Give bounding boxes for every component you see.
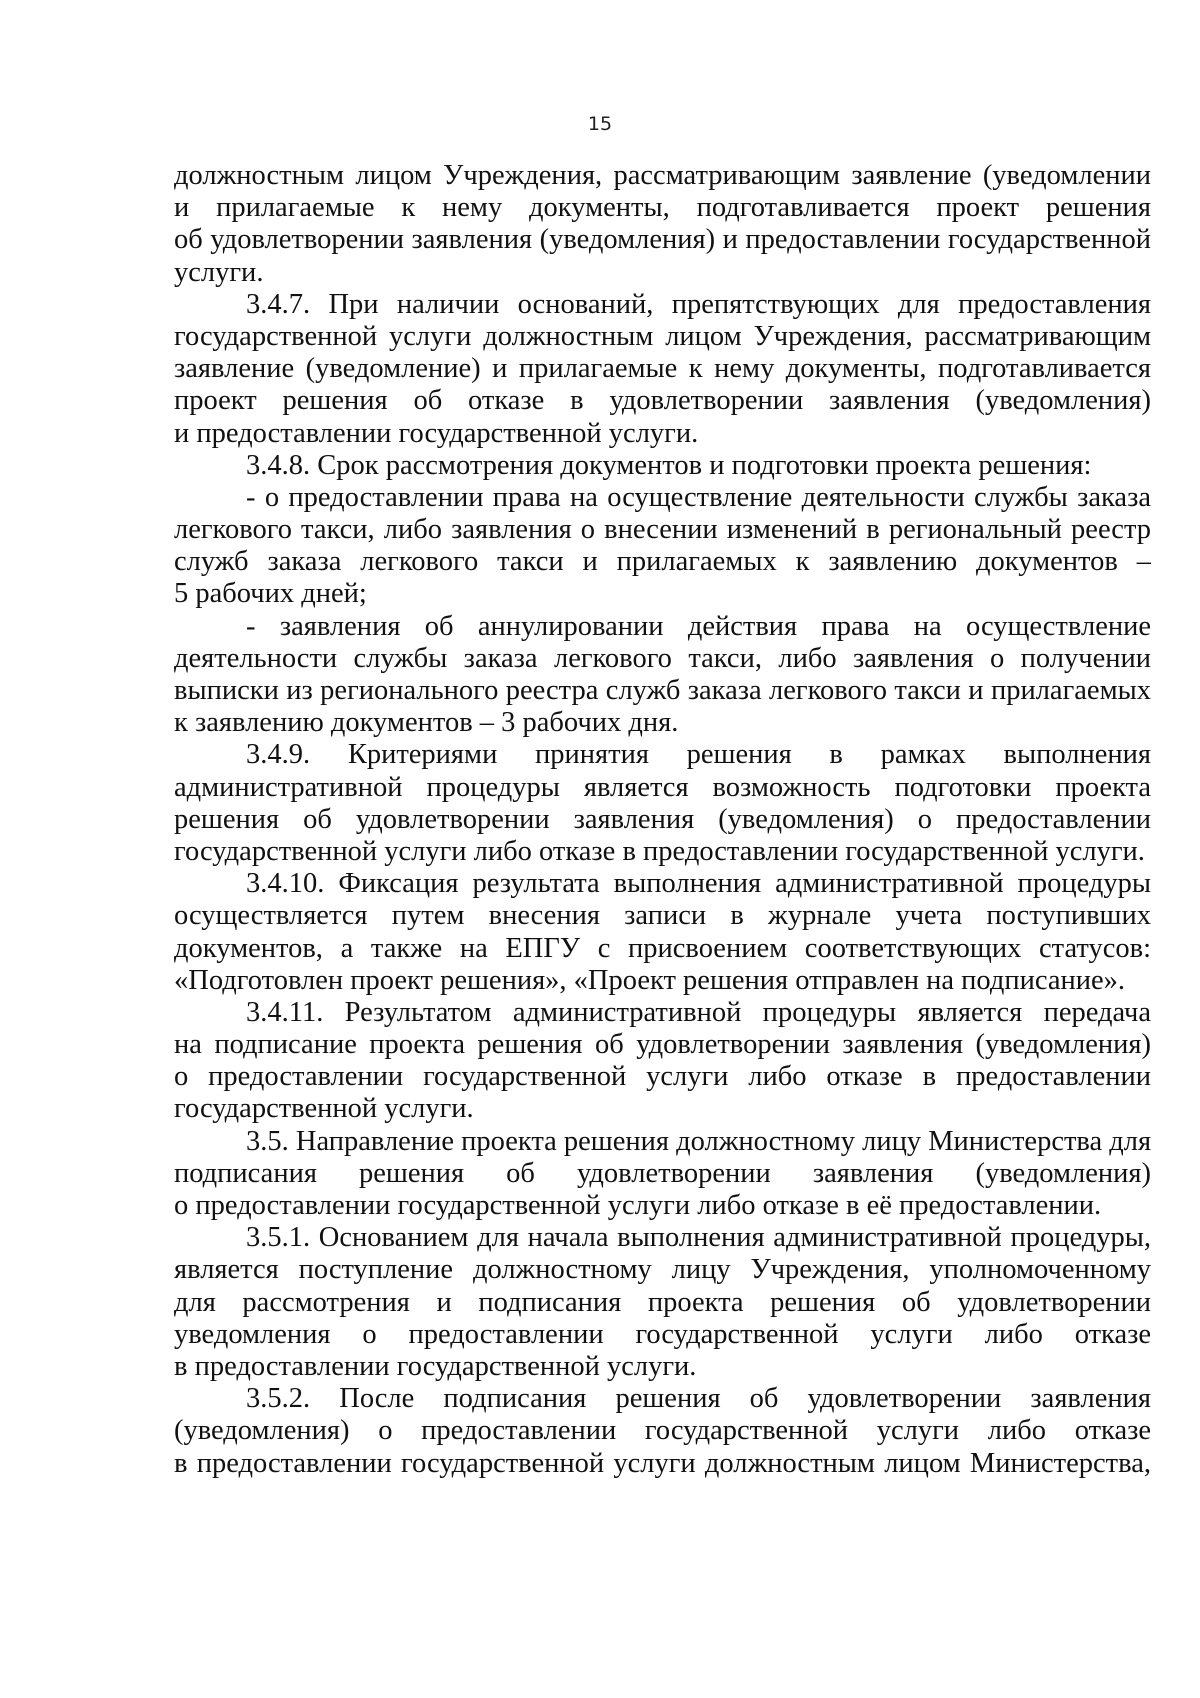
text-line: государственной услуги либо отказе в предоставлении государственной услуги. xyxy=(174,835,1145,867)
text-line: для рассмотрения и подписания проекта решения об удовлетворении xyxy=(174,1286,1151,1318)
text-line: 5 рабочих дней; xyxy=(174,578,367,610)
text-line: заявление (уведомление) и прилагаемые к нему документы, подготавливается xyxy=(174,353,1151,385)
text-line: уведомления о предоставлении государственной услуги либо отказе xyxy=(174,1318,1151,1350)
text-line: (уведомления) о предоставлении государственной услуги либо отказе xyxy=(174,1415,1151,1447)
text-line: 3.4.9. Критериями принятия решения в рамках выполнения xyxy=(246,739,1151,771)
text-line: - заявления об аннулировании действия права на осуществление xyxy=(246,610,1151,642)
text-line: осуществляется путем внесения записи в журнале учета поступивших xyxy=(174,900,1151,932)
text-line: на подписание проекта решения об удовлетворении заявления (уведомления) xyxy=(174,1029,1151,1061)
text-line: документов, а также на ЕПГУ с присвоением соответствующих статусов: xyxy=(174,932,1151,964)
text-line: об удовлетворении заявления (уведомления) и предоставлении государственной xyxy=(174,224,1151,256)
text-line: «Подготовлен проект решения», «Проект решения отправлен на подписание». xyxy=(174,964,1125,996)
text-line: 3.4.10. Фиксация результата выполнения административной процедуры xyxy=(246,868,1151,900)
text-line: является поступление должностному лицу Учреждения, уполномоченному xyxy=(174,1254,1151,1286)
text-line: решения об удовлетворении заявления (уведомления) о предоставлении xyxy=(174,803,1151,835)
text-line: 3.4.11. Результатом административной процедуры является передача xyxy=(246,996,1151,1028)
text-line: деятельности службы заказа легкового такси, либо заявления о получении xyxy=(174,642,1151,674)
text-line: в предоставлении государственной услуги. xyxy=(174,1350,697,1382)
text-line: проект решения об отказе в удовлетворении заявления (уведомления) xyxy=(174,385,1151,417)
text-line: 3.4.7. При наличии оснований, препятствующих для предоставления xyxy=(246,288,1151,320)
text-line: легкового такси, либо заявления о внесении изменений в региональный реестр xyxy=(174,514,1151,546)
text-line: служб заказа легкового такси и прилагаемых к заявлению документов – xyxy=(174,546,1151,578)
text-line: и прилагаемые к нему документы, подготавливается проект решения xyxy=(174,192,1151,224)
text-line: - о предоставлении права на осуществление деятельности службы заказа xyxy=(246,481,1151,513)
document-body xyxy=(174,160,1151,1480)
text-line: 3.5.1. Основанием для начала выполнения административной процедуры, xyxy=(246,1222,1151,1254)
text-line: государственной услуги. xyxy=(174,1093,474,1125)
text-line: и предоставлении государственной услуги. xyxy=(174,417,699,449)
text-line: услуги. xyxy=(174,256,264,288)
text-line: выписки из регионального реестра служб заказа легкового такси и прилагаемых xyxy=(174,675,1151,706)
text-line: 3.5. Направление проекта решения должностному лицу Министерства для xyxy=(246,1125,1151,1157)
page-number: 15 xyxy=(587,113,613,135)
text-line: 3.5.2. После подписания решения об удовлетворении заявления xyxy=(246,1383,1151,1415)
text-line: подписания решения об удовлетворении заявления (уведомления) xyxy=(174,1157,1151,1189)
text-line: 3.4.8. Срок рассмотрения документов и подготовки проекта решения: xyxy=(246,449,1092,481)
text-line: о предоставлении государственной услуги либо отказе в её предоставлении. xyxy=(174,1190,1102,1221)
text-line: должностным лицом Учреждения, рассматривающим заявление (уведомлении xyxy=(174,160,1151,191)
text-line: в предоставлении государственной услуги должностным лицом Министерства, xyxy=(174,1447,1151,1479)
text-line: к заявлению документов – 3 рабочих дня. xyxy=(174,707,679,739)
text-line: государственной услуги должностным лицом Учреждения, рассматривающим xyxy=(174,320,1151,352)
text-line: административной процедуры является возможность подготовки проекта xyxy=(174,771,1151,803)
text-line: о предоставлении государственной услуги либо отказе в предоставлении xyxy=(174,1061,1151,1093)
